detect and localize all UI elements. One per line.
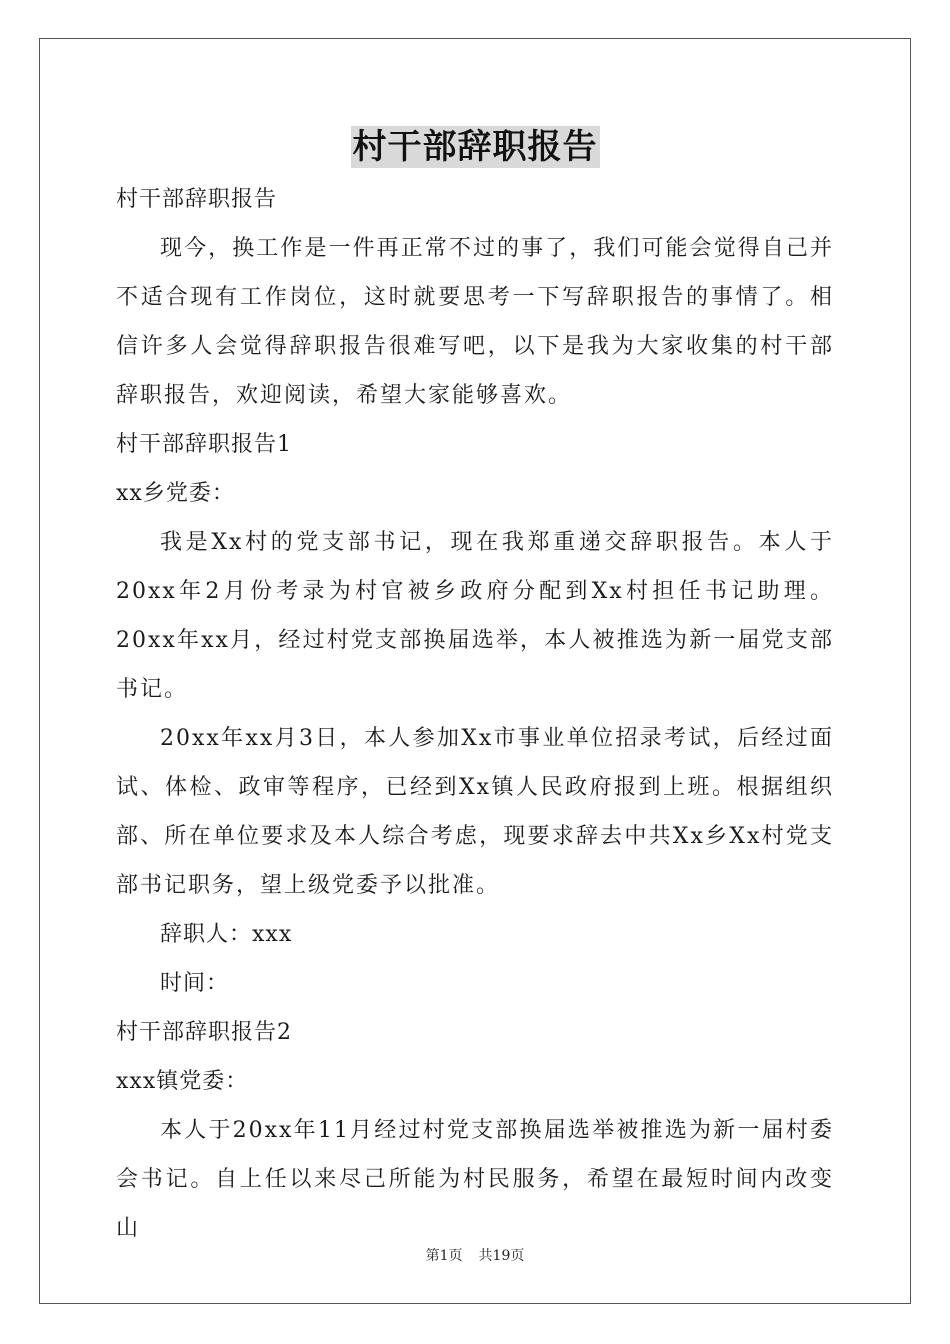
- page-number-total: 共19页: [478, 1248, 525, 1264]
- section-2-salutation: xxx镇党委：: [116, 1069, 249, 1094]
- title-wrap: [0, 126, 950, 168]
- section-1-signer: 辞职人：xxx: [160, 922, 293, 947]
- section-1-heading: 村干部辞职报告1: [116, 432, 292, 457]
- intro-paragraph: 现今，换工作是一件再正常不过的事了，我们可能会觉得自己并不适合现有工作岗位，这时就要思考一下写辞职报告的事情了。相信许多人会觉得辞职报告很难写吧，以下是我为大家收集的村干部辞职报告，欢迎阅读，希望大家能够喜欢。: [116, 236, 834, 408]
- section-1-date: 时间：: [160, 971, 230, 996]
- doc-subtitle: 村干部辞职报告: [116, 187, 278, 212]
- section-2-heading: 村干部辞职报告2: [116, 1020, 292, 1045]
- page-title: 村干部辞职报告: [352, 127, 598, 167]
- page-footer: [0, 1245, 950, 1265]
- section-2-paragraph-1: 本人于20xx年11月经过村党支部换届选举被推选为新一届村委会书记。自上任以来尽己所能为村民服务，希望在最短时间内改变山: [116, 1118, 834, 1241]
- page-number-current: 第1页: [425, 1248, 463, 1264]
- document-body: [116, 175, 834, 1253]
- section-1-paragraph-1: 我是Xx村的党支部书记，现在我郑重递交辞职报告。本人于20xx年2月份考录为村官被乡政府分配到Xx村担任书记助理。20xx年xx月，经过村党支部换届选举，本人被推选为新一届党支部书记。: [116, 530, 835, 702]
- section-1-paragraph-2: 20xx年xx月3日，本人参加Xx市事业单位招录考试，后经过面试、体检、政审等程序，已经到Xx镇人民政府报到上班。根据组织部、所在单位要求及本人综合考虑，现要求辞去中共Xx乡Xx村党支部书记职务，望上级党委予以批准。: [116, 726, 834, 898]
- section-1-salutation: xx乡党委：: [116, 481, 235, 506]
